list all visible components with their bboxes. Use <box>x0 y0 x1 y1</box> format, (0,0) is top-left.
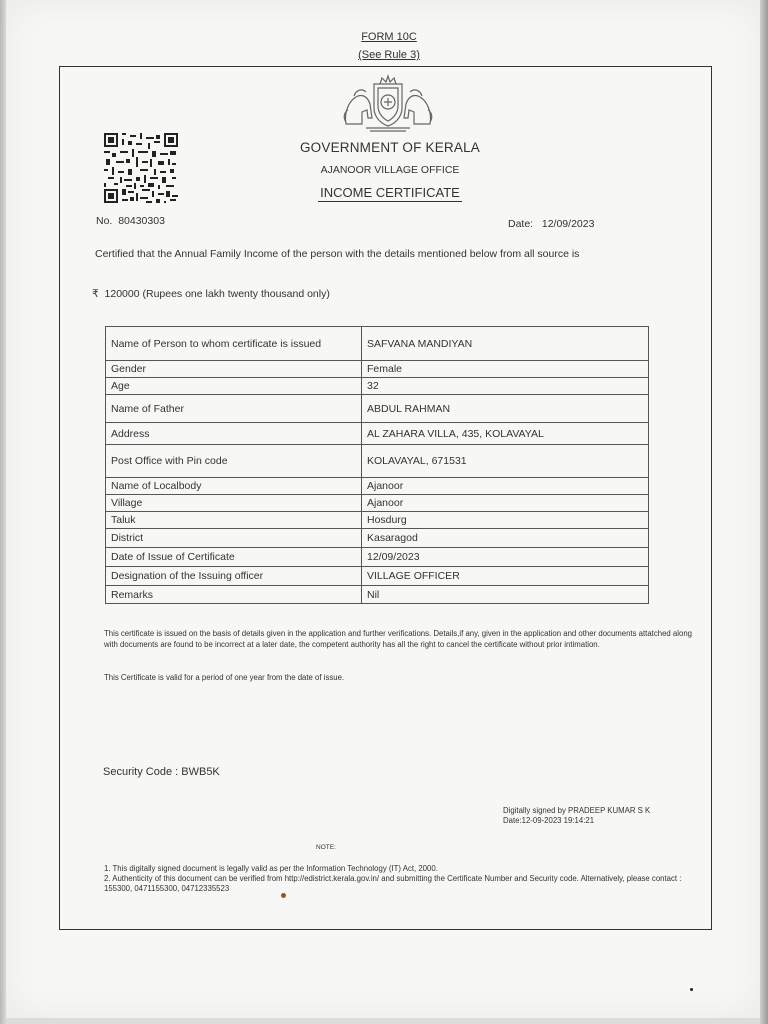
table-row <box>106 378 649 395</box>
table-row <box>106 548 649 567</box>
signed-by: Digitally signed by PRADEEP KUMAR S K <box>503 806 651 815</box>
note-line-2: 2. Authenticity of this document can be verified from http://edistrict.kerala.gov.in/ and submitting the Certificate Number and Security code. Alternatively, please contact : 155300, 0471155300, 04712335523 <box>104 874 682 893</box>
detail-label: Village <box>106 495 362 512</box>
table-row <box>106 586 649 604</box>
detail-value: Nil <box>362 586 649 604</box>
page-edge-right <box>760 0 768 1024</box>
table-row <box>106 361 649 378</box>
detail-value: Ajanoor <box>362 478 649 495</box>
detail-label: Name of Localbody <box>106 478 362 495</box>
details-table <box>105 326 649 604</box>
table-row <box>106 478 649 495</box>
detail-value: AL ZAHARA VILLA, 435, KOLAVAYAL <box>362 423 649 445</box>
form-rule: (See Rule 3) <box>358 49 420 61</box>
detail-value: Kasaragod <box>362 529 649 548</box>
detail-value: VILLAGE OFFICER <box>362 567 649 586</box>
detail-value: KOLAVAYAL, 671531 <box>362 445 649 478</box>
table-row <box>106 512 649 529</box>
certificate-title: INCOME CERTIFICATE <box>320 185 460 200</box>
detail-label: Address <box>106 423 362 445</box>
rupee-icon: ₹ <box>92 288 99 300</box>
form-number: FORM 10C <box>361 31 417 43</box>
ink-speck <box>281 893 286 898</box>
certificate-number: No. 80430303 <box>96 215 165 227</box>
validity-text: This Certificate is valid for a period of one year from the date of issue. <box>104 673 345 682</box>
notes <box>104 864 694 894</box>
certification-statement: Certified that the Annual Family Income of the person with the details mentioned below from all source is <box>95 248 580 260</box>
table-row <box>106 495 649 512</box>
detail-label: Taluk <box>106 512 362 529</box>
detail-label: Date of Issue of Certificate <box>106 548 362 567</box>
detail-value: SAFVANA MANDIYAN <box>362 327 649 361</box>
detail-label: Designation of the Issuing officer <box>106 567 362 586</box>
office-name: AJANOOR VILLAGE OFFICE <box>320 164 460 176</box>
government-title: GOVERNMENT OF KERALA <box>299 140 481 155</box>
kerala-emblem-icon <box>340 74 436 134</box>
ink-speck <box>690 988 693 991</box>
digital-signature <box>503 806 650 825</box>
disclaimer-text: This certificate is issued on the basis of details given in the application and further verifications. Details,if any, given in the application and other documents attatched along with documents are found to be incorrect at a later date, the competent authority has all the right to cancel the certificate without prior intimation. <box>104 629 692 649</box>
note-label: NOTE: <box>316 844 336 851</box>
detail-value: ABDUL RAHMAN <box>362 395 649 423</box>
detail-value: 32 <box>362 378 649 395</box>
table-row <box>106 327 649 361</box>
detail-value: 12/09/2023 <box>362 548 649 567</box>
note-line-1: 1. This digitally signed document is legally valid as per the Information Technology (IT) Act, 2000. <box>104 864 438 873</box>
detail-label: Name of Person to whom certificate is issued <box>106 327 362 361</box>
detail-label: Post Office with Pin code <box>106 445 362 478</box>
detail-value: Female <box>362 361 649 378</box>
qr-code-icon <box>104 133 178 203</box>
detail-label: Remarks <box>106 586 362 604</box>
table-row <box>106 567 649 586</box>
table-row <box>106 445 649 478</box>
detail-label: District <box>106 529 362 548</box>
signed-date: Date:12-09-2023 19:14:21 <box>503 815 595 825</box>
income-amount: ₹ 120000 (Rupees one lakh twenty thousand only) <box>92 288 330 300</box>
security-code: Security Code : BWB5K <box>103 766 220 778</box>
detail-label: Gender <box>106 361 362 378</box>
detail-label: Name of Father <box>106 395 362 423</box>
detail-value: Ajanoor <box>362 495 649 512</box>
certificate-date: Date: 12/09/2023 <box>508 218 595 230</box>
table-row <box>106 529 649 548</box>
table-row <box>106 423 649 445</box>
table-row <box>106 395 649 423</box>
detail-value: Hosdurg <box>362 512 649 529</box>
detail-label: Age <box>106 378 362 395</box>
